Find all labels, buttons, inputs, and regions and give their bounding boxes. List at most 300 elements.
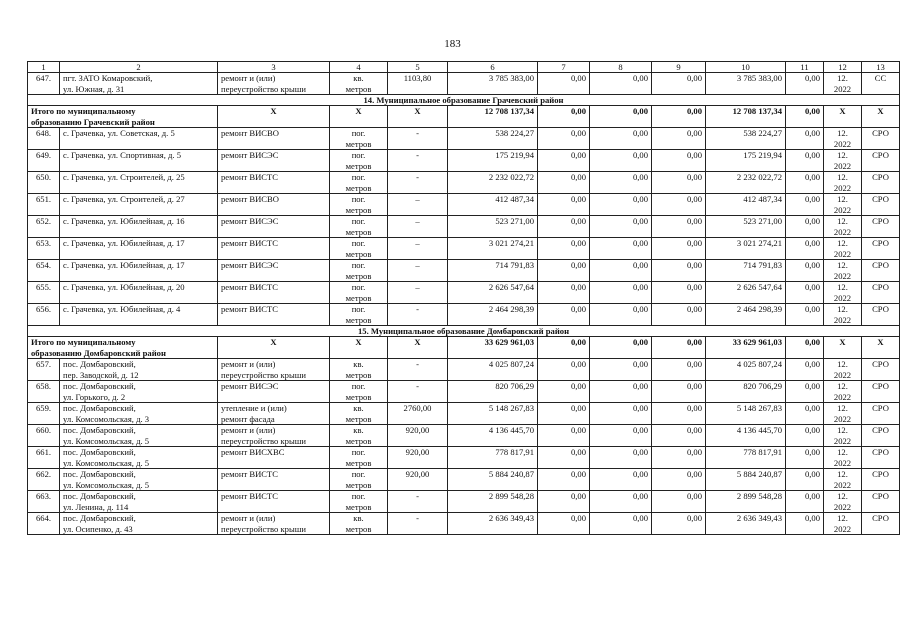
address-cell-line: с. Грачевка, ул. Спортивная, д. 5 (63, 150, 182, 160)
unit-cell-line: метров (345, 292, 372, 303)
address-cell (60, 491, 218, 513)
unit-cell-line: пог. (351, 172, 366, 182)
work-type-cell-line: утепление и (или) (221, 403, 287, 413)
deadline-cell-line: 12. (837, 172, 848, 182)
address-cell-line: с. Грачевка, ул. Юбилейная, д. 17 (63, 238, 185, 248)
volume-cell: 920,00 (388, 425, 448, 447)
unit-cell-line: кв. (353, 513, 364, 523)
fund-cell: 0,00 (652, 491, 706, 513)
deadline-cell-line: 2022 (833, 182, 852, 193)
fund-cell: 0,00 (652, 381, 706, 403)
fund-cell: 0,00 (590, 425, 652, 447)
fund-cell: 0,00 (538, 447, 590, 469)
fund-cell: 0,00 (786, 304, 824, 326)
table-row (28, 381, 900, 403)
column-number-cell: 11 (786, 62, 824, 73)
unit-cell-line: пог. (351, 469, 366, 479)
address-cell-line: ул. Осипенко, д. 43 (63, 523, 133, 534)
unit-cell-line: метров (345, 435, 372, 446)
row-number-cell: 653. (28, 238, 60, 260)
work-type-cell (218, 260, 330, 282)
fund-cell: 0,00 (538, 73, 590, 95)
deadline-cell-line: 12. (837, 150, 848, 160)
fund-cell: 0,00 (786, 128, 824, 150)
fund-cell: 0,00 (590, 73, 652, 95)
unit-cell-line: пог. (351, 304, 366, 314)
total-cost-cell: 3 021 274,21 (448, 238, 538, 260)
fund-cell: 0,00 (786, 238, 824, 260)
deadline-cell (824, 425, 862, 447)
unit-cell-line: метров (345, 204, 372, 215)
unit-cell-line: метров (345, 83, 372, 94)
deadline-cell-line: 2022 (833, 270, 852, 281)
fund-cell: 0,00 (652, 447, 706, 469)
work-type-cell-line: ремонт ВИСЭС (221, 260, 279, 270)
column-number-cell: 4 (330, 62, 388, 73)
table-row (28, 359, 900, 381)
address-cell-line: с. Грачевка, ул. Юбилейная, д. 16 (63, 216, 185, 226)
row-number-cell: 651. (28, 194, 60, 216)
column-number-cell: 7 (538, 62, 590, 73)
owners-funds-cell: 523 271,00 (706, 216, 786, 238)
volume-cell: – (388, 260, 448, 282)
table-row (28, 216, 900, 238)
owners-funds-cell: 4 025 807,24 (706, 359, 786, 381)
total-x-cell: X (330, 106, 388, 128)
address-cell-line: пос. Домбаровский, (63, 403, 136, 413)
fund-cell: 0,00 (590, 403, 652, 425)
address-cell-line: пос. Домбаровский, (63, 381, 136, 391)
deadline-cell (824, 403, 862, 425)
section-total-label (28, 106, 218, 128)
address-cell-line: ул. Комсомольская, д. 5 (63, 479, 150, 490)
work-type-cell-line: ремонт ВИСЭС (221, 381, 279, 391)
fund-cell: 0,00 (786, 150, 824, 172)
volume-cell: - (388, 381, 448, 403)
fund-cell: 0,00 (786, 491, 824, 513)
address-cell-line: ул. Комсомольская, д. 5 (63, 457, 150, 468)
address-cell-line: с. Грачевка, ул. Юбилейная, д. 4 (63, 304, 181, 314)
section-total-label-line: образованию Грачевский район (31, 116, 155, 127)
fund-cell: 0,00 (652, 128, 706, 150)
unit-cell (330, 381, 388, 403)
deadline-cell (824, 359, 862, 381)
deadline-cell (824, 513, 862, 535)
address-cell (60, 447, 218, 469)
work-type-cell-line: переустройство крыши (221, 369, 306, 380)
total-cost-cell: 175 219,94 (448, 150, 538, 172)
unit-cell-line: метров (345, 226, 372, 237)
fund-cell: 0,00 (538, 128, 590, 150)
work-type-cell-line: ремонт ВИСТС (221, 304, 279, 314)
column-number-cell: 3 (218, 62, 330, 73)
section-total-label-line: Итого по муниципальному (31, 106, 136, 116)
fund-cell: 0,00 (652, 513, 706, 535)
deadline-cell (824, 447, 862, 469)
unit-cell-line: пог. (351, 128, 366, 138)
address-cell-line: ул. Ленина, д. 114 (63, 501, 129, 512)
address-cell (60, 216, 218, 238)
address-cell-line: пос. Домбаровский, (63, 447, 136, 457)
table-row (28, 172, 900, 194)
fund-cell: 0,00 (786, 216, 824, 238)
column-number-cell: 5 (388, 62, 448, 73)
owners-funds-cell: 820 706,29 (706, 381, 786, 403)
work-type-cell-line: ремонт ВИСХВС (221, 447, 285, 457)
row-number-cell: 656. (28, 304, 60, 326)
method-cell: СРО (862, 491, 900, 513)
total-x-cell: X (388, 106, 448, 128)
fund-cell: 0,00 (590, 260, 652, 282)
deadline-cell-line: 2022 (833, 501, 852, 512)
row-number-cell: 662. (28, 469, 60, 491)
unit-cell-line: метров (345, 457, 372, 468)
fund-cell: 0,00 (786, 403, 824, 425)
work-type-cell (218, 403, 330, 425)
volume-cell: – (388, 194, 448, 216)
unit-cell-line: метров (345, 270, 372, 281)
method-cell: СРО (862, 304, 900, 326)
deadline-cell-line: 12. (837, 282, 848, 292)
address-cell (60, 425, 218, 447)
owners-funds-cell: 2 464 298,39 (706, 304, 786, 326)
fund-cell: 0,00 (538, 216, 590, 238)
row-number-cell: 649. (28, 150, 60, 172)
address-cell-line: ул. Горького, д. 2 (63, 391, 126, 402)
unit-cell-line: метров (345, 248, 372, 259)
section-total-label-line: образованию Домбаровский район (31, 347, 166, 358)
total-cost-cell: 4 136 445,70 (448, 425, 538, 447)
work-type-cell-line: ремонт ВИСТС (221, 172, 279, 182)
unit-cell (330, 447, 388, 469)
work-type-cell (218, 447, 330, 469)
unit-cell-line: пог. (351, 260, 366, 270)
fund-cell: 0,00 (538, 381, 590, 403)
unit-cell (330, 513, 388, 535)
fund-cell: 0,00 (590, 194, 652, 216)
deadline-cell-line: 2022 (833, 413, 852, 424)
table-row (28, 282, 900, 304)
deadline-cell-line: 2022 (833, 83, 852, 94)
work-type-cell-line: ремонт и (или) (221, 513, 276, 523)
table-body (28, 62, 900, 535)
total-cost-cell: 2 899 548,28 (448, 491, 538, 513)
deadline-cell-line: 2022 (833, 160, 852, 171)
row-number-cell: 654. (28, 260, 60, 282)
unit-cell-line: кв. (353, 403, 364, 413)
table-row (28, 238, 900, 260)
table-row (28, 194, 900, 216)
fund-cell: 0,00 (652, 260, 706, 282)
work-type-cell (218, 469, 330, 491)
row-number-cell: 663. (28, 491, 60, 513)
deadline-cell (824, 238, 862, 260)
total-fund-cell: 0,00 (652, 106, 706, 128)
fund-cell: 0,00 (652, 73, 706, 95)
owners-funds-cell: 4 136 445,70 (706, 425, 786, 447)
address-cell-line: пос. Домбаровский, (63, 469, 136, 479)
unit-cell (330, 282, 388, 304)
address-cell-line: ул. Комсомольская, д. 5 (63, 435, 150, 446)
method-cell: СРО (862, 469, 900, 491)
unit-cell (330, 304, 388, 326)
address-cell (60, 73, 218, 95)
owners-funds-cell: 412 487,34 (706, 194, 786, 216)
table-row (28, 425, 900, 447)
work-type-cell-line: ремонт ВИСТС (221, 238, 279, 248)
deadline-cell (824, 260, 862, 282)
method-cell: СРО (862, 381, 900, 403)
deadline-cell-line: 12. (837, 128, 848, 138)
unit-cell (330, 238, 388, 260)
total-fund-cell: 0,00 (538, 106, 590, 128)
address-cell (60, 359, 218, 381)
column-number-cell: 12 (824, 62, 862, 73)
method-cell: СРО (862, 128, 900, 150)
deadline-cell-line: 12. (837, 491, 848, 501)
address-cell-line: с. Грачевка, ул. Юбилейная, д. 20 (63, 282, 185, 292)
section-title-row (28, 95, 900, 106)
unit-cell-line: метров (345, 501, 372, 512)
method-cell: СРО (862, 447, 900, 469)
method-cell: СРО (862, 238, 900, 260)
fund-cell: 0,00 (590, 150, 652, 172)
work-type-cell (218, 381, 330, 403)
row-number-cell: 661. (28, 447, 60, 469)
unit-cell (330, 260, 388, 282)
work-type-cell-line: ремонт ВИСЭС (221, 216, 279, 226)
deadline-cell-line: 2022 (833, 457, 852, 468)
fund-cell: 0,00 (652, 238, 706, 260)
address-cell (60, 403, 218, 425)
column-number-cell: 10 (706, 62, 786, 73)
address-cell-line: пос. Домбаровский, (63, 513, 136, 523)
fund-cell: 0,00 (590, 216, 652, 238)
unit-cell-line: пог. (351, 216, 366, 226)
fund-cell: 0,00 (786, 194, 824, 216)
deadline-cell-line: 12. (837, 469, 848, 479)
unit-cell-line: пог. (351, 447, 366, 457)
volume-cell: – (388, 238, 448, 260)
unit-cell-line: метров (345, 138, 372, 149)
volume-cell: 2760,00 (388, 403, 448, 425)
deadline-cell (824, 172, 862, 194)
owners-funds-cell: 714 791,83 (706, 260, 786, 282)
fund-cell: 0,00 (652, 304, 706, 326)
unit-cell-line: кв. (353, 425, 364, 435)
unit-cell (330, 469, 388, 491)
fund-cell: 0,00 (652, 216, 706, 238)
section-total-label-line: Итого по муниципальному (31, 337, 136, 347)
deadline-cell (824, 194, 862, 216)
deadline-cell-line: 2022 (833, 204, 852, 215)
section-title: 15. Муниципальное образование Домбаровский район (28, 326, 900, 337)
address-cell (60, 260, 218, 282)
owners-funds-cell: 175 219,94 (706, 150, 786, 172)
deadline-cell (824, 150, 862, 172)
deadline-cell (824, 282, 862, 304)
deadline-cell (824, 216, 862, 238)
row-number-cell: 658. (28, 381, 60, 403)
column-number-cell: 13 (862, 62, 900, 73)
deadline-cell-line: 12. (837, 304, 848, 314)
fund-cell: 0,00 (652, 403, 706, 425)
method-cell: СРО (862, 359, 900, 381)
work-type-cell-line: переустройство крыши (221, 83, 306, 94)
work-type-cell-line: ремонт и (или) (221, 73, 276, 83)
total-cost-cell: 2 636 349,43 (448, 513, 538, 535)
address-cell (60, 513, 218, 535)
work-type-cell (218, 359, 330, 381)
volume-cell: - (388, 513, 448, 535)
unit-cell-line: метров (345, 369, 372, 380)
work-type-cell-line: переустройство крыши (221, 435, 306, 446)
work-type-cell (218, 172, 330, 194)
row-number-cell: 657. (28, 359, 60, 381)
total-x-cell: X (218, 106, 330, 128)
unit-cell-line: пог. (351, 194, 366, 204)
deadline-cell-line: 12. (837, 381, 848, 391)
unit-cell (330, 128, 388, 150)
fund-cell: 0,00 (786, 260, 824, 282)
deadline-cell-line: 12. (837, 238, 848, 248)
fund-cell: 0,00 (590, 172, 652, 194)
volume-cell: 920,00 (388, 447, 448, 469)
address-cell (60, 469, 218, 491)
fund-cell: 0,00 (786, 172, 824, 194)
capital-repair-register-table (27, 61, 900, 535)
unit-cell (330, 425, 388, 447)
total-fund-cell: 0,00 (652, 337, 706, 359)
address-cell-line: пос. Домбаровский, (63, 359, 136, 369)
deadline-cell-line: 12. (837, 447, 848, 457)
work-type-cell-line: ремонт фасада (221, 413, 275, 424)
method-cell: СРО (862, 194, 900, 216)
unit-cell (330, 150, 388, 172)
total-fund-cell: 0,00 (786, 106, 824, 128)
owners-funds-cell: 5 148 267,83 (706, 403, 786, 425)
table-row (28, 447, 900, 469)
fund-cell: 0,00 (538, 150, 590, 172)
total-fund-cell: 0,00 (786, 337, 824, 359)
table-row (28, 128, 900, 150)
section-total-owners: 12 708 137,34 (706, 106, 786, 128)
unit-cell-line: пог. (351, 150, 366, 160)
work-type-cell-line: ремонт и (или) (221, 425, 276, 435)
fund-cell: 0,00 (590, 128, 652, 150)
section-total-label (28, 337, 218, 359)
fund-cell: 0,00 (786, 447, 824, 469)
deadline-cell-line: 2022 (833, 369, 852, 380)
total-x-cell: X (388, 337, 448, 359)
unit-cell-line: пог. (351, 491, 366, 501)
table-row (28, 73, 900, 95)
volume-cell: - (388, 491, 448, 513)
fund-cell: 0,00 (538, 513, 590, 535)
page-number: 183 (444, 38, 461, 50)
row-number-cell: 660. (28, 425, 60, 447)
fund-cell: 0,00 (538, 260, 590, 282)
fund-cell: 0,00 (590, 282, 652, 304)
fund-cell: 0,00 (538, 194, 590, 216)
table-row (28, 304, 900, 326)
fund-cell: 0,00 (786, 425, 824, 447)
total-fund-cell: 0,00 (590, 106, 652, 128)
address-cell (60, 150, 218, 172)
table-row (28, 150, 900, 172)
fund-cell: 0,00 (786, 282, 824, 304)
fund-cell: 0,00 (538, 282, 590, 304)
address-cell-line: с. Грачевка, ул. Юбилейная, д. 17 (63, 260, 185, 270)
work-type-cell-line: ремонт ВИСТС (221, 282, 279, 292)
work-type-cell-line: ремонт ВИСТС (221, 469, 279, 479)
volume-cell: – (388, 282, 448, 304)
column-number-cell: 6 (448, 62, 538, 73)
column-number-cell: 8 (590, 62, 652, 73)
owners-funds-cell: 3 785 383,00 (706, 73, 786, 95)
address-cell-line: ул. Комсомольская, д. 3 (63, 413, 150, 424)
deadline-cell-line: 12. (837, 359, 848, 369)
deadline-cell (824, 381, 862, 403)
total-x-cell: X (330, 337, 388, 359)
work-type-cell-line: ремонт ВИСВО (221, 128, 279, 138)
unit-cell-line: метров (345, 413, 372, 424)
total-cost-cell: 2 232 022,72 (448, 172, 538, 194)
volume-cell: - (388, 128, 448, 150)
deadline-cell (824, 304, 862, 326)
unit-cell-line: метров (345, 523, 372, 534)
unit-cell (330, 172, 388, 194)
fund-cell: 0,00 (652, 282, 706, 304)
address-cell (60, 172, 218, 194)
deadline-cell-line: 2022 (833, 292, 852, 303)
deadline-cell-line: 12. (837, 73, 848, 83)
deadline-cell-line: 2022 (833, 523, 852, 534)
total-x-cell: X (862, 106, 900, 128)
section-total-owners: 33 629 961,03 (706, 337, 786, 359)
fund-cell: 0,00 (590, 359, 652, 381)
total-x-cell: X (862, 337, 900, 359)
owners-funds-cell: 2 232 022,72 (706, 172, 786, 194)
work-type-cell (218, 216, 330, 238)
row-number-cell: 647. (28, 73, 60, 95)
volume-cell: - (388, 150, 448, 172)
unit-cell-line: метров (345, 391, 372, 402)
unit-cell-line: метров (345, 314, 372, 325)
fund-cell: 0,00 (590, 513, 652, 535)
unit-cell (330, 359, 388, 381)
fund-cell: 0,00 (538, 172, 590, 194)
fund-cell: 0,00 (590, 304, 652, 326)
total-fund-cell: 0,00 (538, 337, 590, 359)
method-cell: СРО (862, 216, 900, 238)
total-cost-cell: 412 487,34 (448, 194, 538, 216)
deadline-cell-line: 2022 (833, 248, 852, 259)
address-cell (60, 381, 218, 403)
method-cell: СС (862, 73, 900, 95)
fund-cell: 0,00 (652, 359, 706, 381)
unit-cell-line: пог. (351, 381, 366, 391)
unit-cell (330, 491, 388, 513)
column-number-cell: 2 (60, 62, 218, 73)
owners-funds-cell: 778 817,91 (706, 447, 786, 469)
fund-cell: 0,00 (652, 194, 706, 216)
work-type-cell-line: ремонт и (или) (221, 359, 276, 369)
total-cost-cell: 2 464 298,39 (448, 304, 538, 326)
address-cell (60, 194, 218, 216)
address-cell (60, 238, 218, 260)
method-cell: СРО (862, 172, 900, 194)
